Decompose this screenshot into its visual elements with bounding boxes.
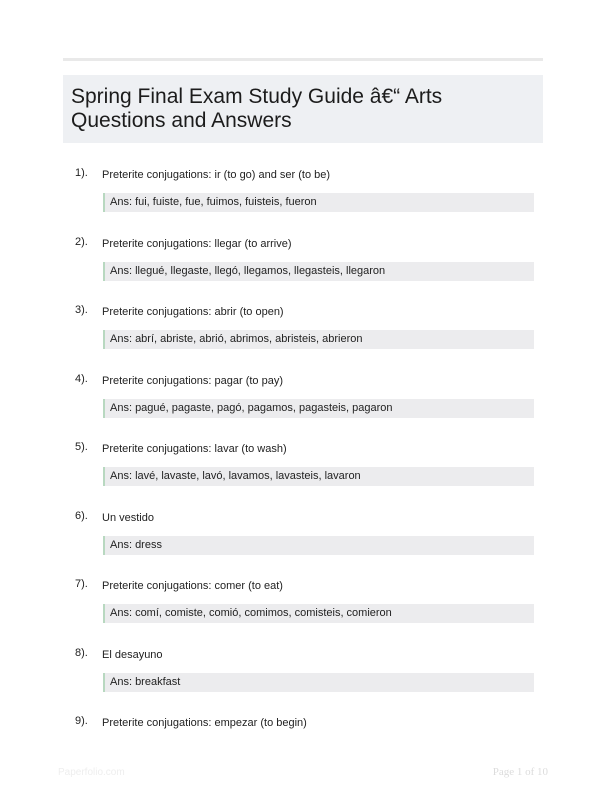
question-text: Preterite conjugations: lavar (to wash) <box>102 443 287 455</box>
qa-item <box>0 166 606 235</box>
question-number: 5). <box>75 441 88 453</box>
question-number: 3). <box>75 304 88 316</box>
answer-box: Ans: dress <box>103 536 534 555</box>
question-text: El desayuno <box>102 648 163 661</box>
question-number: 1). <box>75 167 88 179</box>
answer-box: Ans: fui, fuiste, fue, fuimos, fuisteis, fueron <box>103 193 534 212</box>
question-number: 7). <box>75 578 88 590</box>
qa-list <box>0 166 606 783</box>
question-text: Preterite conjugations: llegar (to arrive) <box>102 237 292 250</box>
question-number: 6). <box>75 509 88 522</box>
question-text: Preterite conjugations: empezar (to begin) <box>102 717 307 729</box>
qa-item <box>0 235 606 304</box>
qa-item <box>0 440 606 509</box>
page-indicator: Page 1 of 10 <box>492 766 548 778</box>
answer-box: Ans: comí, comiste, comió, comimos, comisteis, comieron <box>103 604 534 623</box>
question-number: 4). <box>75 372 88 385</box>
qa-item <box>0 577 606 646</box>
answer-box: Ans: abrí, abriste, abrió, abrimos, abristeis, abrieron <box>103 330 534 349</box>
question-text: Preterite conjugations: abrir (to open) <box>102 306 284 318</box>
footer-watermark: Paperfolio.com <box>58 767 125 778</box>
question-number: 2). <box>75 235 88 248</box>
question-number: 9). <box>75 715 88 727</box>
qa-item <box>0 303 606 372</box>
answer-box: Ans: llegué, llegaste, llegó, llegamos, llegasteis, llegaron <box>103 262 534 281</box>
question-text: Preterite conjugations: comer (to eat) <box>102 580 283 592</box>
qa-item <box>0 646 606 715</box>
title-banner <box>63 75 543 143</box>
qa-item <box>0 509 606 578</box>
qa-item <box>0 372 606 441</box>
top-divider <box>63 58 543 61</box>
question-text: Preterite conjugations: pagar (to pay) <box>102 374 283 387</box>
answer-box: Ans: pagué, pagaste, pagó, pagamos, pagasteis, pagaron <box>103 399 534 418</box>
question-text: Preterite conjugations: ir (to go) and ser (to be) <box>102 169 331 181</box>
answer-box: Ans: breakfast <box>103 673 534 692</box>
answer-box: Ans: lavé, lavaste, lavó, lavamos, lavasteis, lavaron <box>103 467 534 486</box>
question-text: Un vestido <box>102 511 154 524</box>
page-title: Spring Final Exam Study Guide â€“ Arts Questions and Answers <box>71 85 443 132</box>
question-number: 8). <box>75 646 88 659</box>
